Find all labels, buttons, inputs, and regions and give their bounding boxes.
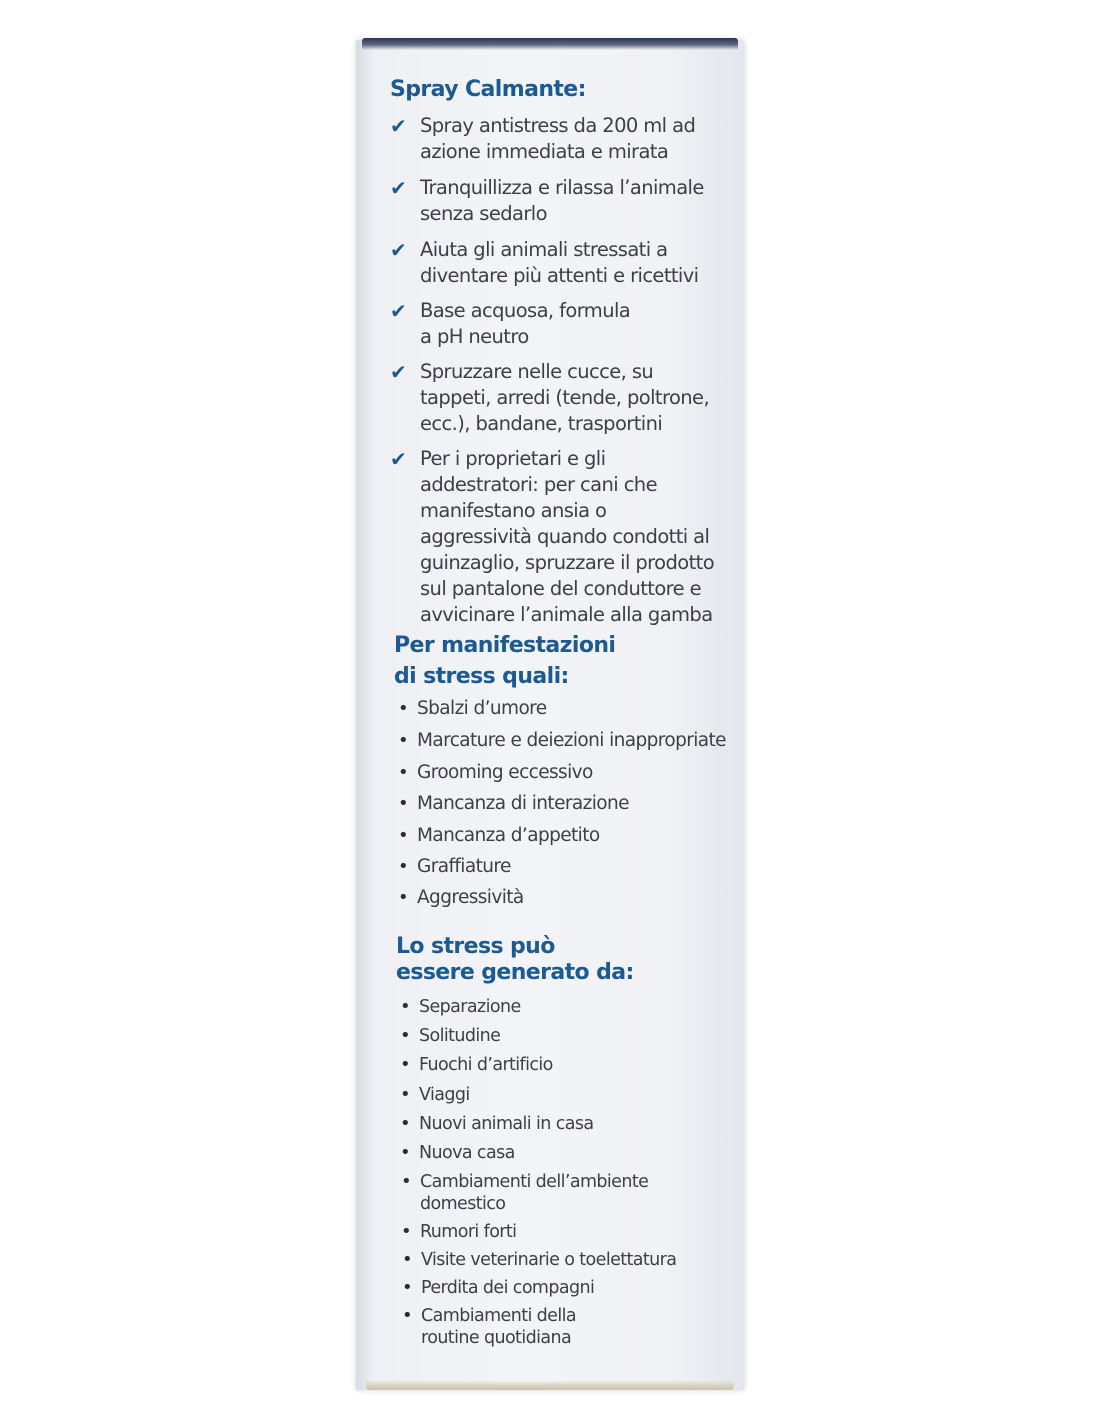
bullet-dot-icon: • [398, 856, 409, 877]
bullet-dot-icon: • [398, 887, 409, 908]
list-item [400, 1025, 659, 1047]
check-mark-icon: ✔ [390, 447, 407, 471]
list-item-text: Nuovi animali in casa [419, 1114, 594, 1134]
list-item [398, 792, 737, 816]
check-mark-icon: ✔ [390, 238, 407, 262]
feature-item [390, 359, 710, 437]
bullet-dot-icon: • [400, 1084, 411, 1105]
list-item-text: Mancanza di interazione [417, 793, 629, 814]
list-item-text: Visite veterinarie o toelettatura [421, 1250, 677, 1270]
list-item-text: Separazione [419, 997, 521, 1017]
list-item [402, 1305, 601, 1349]
feature-item-text: Per i proprietari e gli addestratori: per cani che manifestano ansia o aggressività quando condotti al guinzaglio, spruzzare il prodotto sul pantalone del conduttore e avvicinare l’animale alla gamba [420, 447, 715, 626]
bullet-dot-icon: • [401, 1171, 412, 1192]
check-mark-icon: ✔ [390, 176, 407, 200]
section-title-stress-signs: Per manifestazioni di stress quali: [394, 633, 616, 689]
bullet-dot-icon: • [398, 698, 409, 719]
feature-item-text: Tranquillizza e rilassa l’animale senza sedarlo [420, 176, 704, 225]
list-item [398, 697, 737, 721]
list-item [400, 996, 659, 1018]
list-item-text: Mancanza d’appetito [417, 825, 600, 846]
bullet-dot-icon: • [398, 730, 409, 751]
feature-item-text: Spruzzare nelle cucce, su tappeti, arredi (tende, poltrone, ecc.), bandane, trasportini [420, 360, 710, 435]
list-item [398, 886, 737, 910]
bullet-dot-icon: • [400, 996, 411, 1017]
list-item-text: Solitudine [419, 1026, 501, 1046]
bullet-dot-icon: • [400, 1142, 411, 1163]
list-item [401, 1171, 650, 1215]
bullet-dot-icon: • [400, 1025, 411, 1046]
list-item [398, 855, 737, 879]
bullet-dot-icon: • [400, 1054, 411, 1075]
list-item [398, 761, 737, 785]
list-item-text: Marcature e deiezioni inappropriate [417, 730, 726, 751]
list-item [400, 1054, 659, 1076]
section-title-spray-calmante: Spray Calmante: [390, 77, 586, 102]
list-item [402, 1249, 681, 1271]
list-item-text: Graffiature [417, 856, 511, 877]
check-mark-icon: ✔ [390, 114, 407, 138]
list-item [398, 824, 737, 848]
section-title-stress-causes: Lo stress può essere generato da: [396, 934, 634, 985]
list-item [400, 1113, 659, 1135]
bullet-dot-icon: • [398, 793, 409, 814]
list-item [400, 1142, 659, 1164]
feature-item-text: Aiuta gli animali stressati a diventare più attenti e ricettivi [420, 238, 699, 287]
list-item [400, 1084, 659, 1106]
box-top-edge [362, 38, 738, 50]
list-item-text: Cambiamenti della routine quotidiana [421, 1306, 576, 1348]
list-item [402, 1277, 661, 1299]
list-item-text: Sbalzi d’umore [417, 698, 547, 719]
list-item-text: Cambiamenti dell’ambiente domestico [420, 1172, 649, 1214]
list-item-text: Rumori forti [420, 1222, 517, 1242]
bullet-dot-icon: • [402, 1305, 413, 1326]
feature-item [390, 237, 738, 289]
check-mark-icon: ✔ [390, 360, 407, 384]
feature-item [390, 298, 640, 350]
bullet-dot-icon: • [401, 1221, 412, 1242]
feature-item-text: Base acquosa, formula a pH neutro [420, 299, 631, 348]
bullet-dot-icon: • [402, 1277, 413, 1298]
bullet-dot-icon: • [398, 825, 409, 846]
list-item-text: Fuochi d’artificio [419, 1055, 553, 1075]
list-item-text: Viaggi [419, 1085, 470, 1105]
feature-item-text: Spray antistress da 200 ml ad azione immediata e mirata [420, 114, 696, 163]
list-item-text: Nuova casa [419, 1143, 515, 1163]
bullet-dot-icon: • [402, 1249, 413, 1270]
box-bottom-edge [366, 1380, 734, 1390]
feature-item [390, 113, 720, 165]
bullet-dot-icon: • [400, 1113, 411, 1134]
list-item-text: Grooming eccessivo [417, 762, 593, 783]
check-mark-icon: ✔ [390, 299, 407, 323]
bullet-dot-icon: • [398, 762, 409, 783]
list-item-text: Perdita dei compagni [421, 1278, 595, 1298]
feature-item [390, 175, 720, 227]
list-item-text: Aggressività [417, 887, 524, 908]
list-item [401, 1221, 660, 1243]
feature-item [390, 446, 715, 628]
list-item [398, 729, 737, 753]
